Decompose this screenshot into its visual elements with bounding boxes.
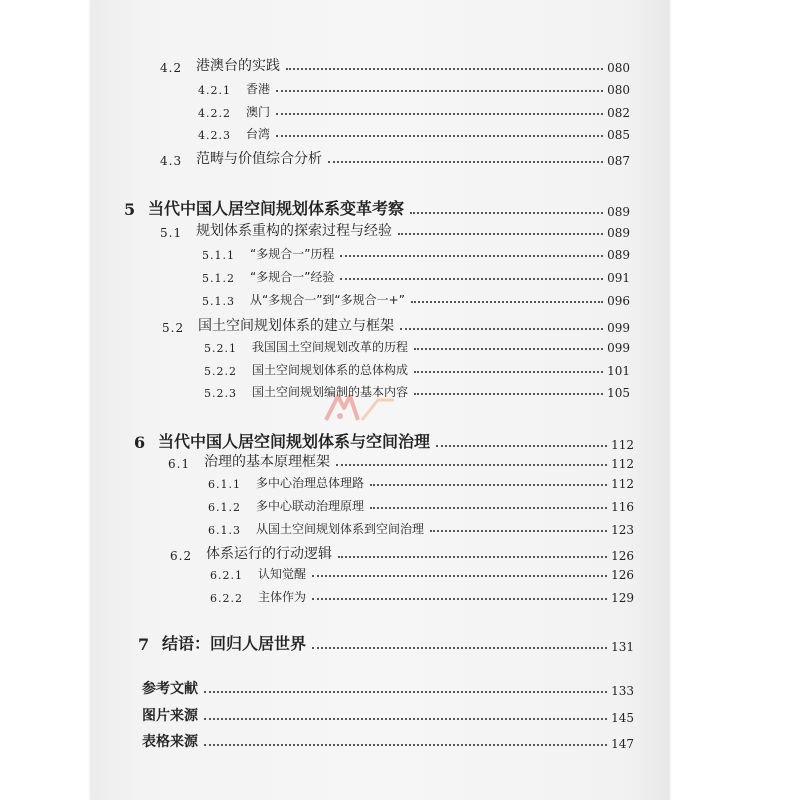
- toc-number: 5.1.2: [202, 272, 235, 285]
- toc-number: 6.1: [168, 457, 191, 471]
- toc-entry: [198, 125, 630, 142]
- toc-page: 145: [611, 711, 634, 725]
- toc-title: 表格来源: [142, 734, 198, 750]
- leader-dots: [312, 598, 607, 600]
- toc-page: 133: [611, 684, 634, 698]
- leader-dots: [276, 90, 603, 92]
- toc-entry: [202, 291, 630, 308]
- leader-dots: [414, 348, 603, 350]
- toc-page: 089: [607, 205, 630, 219]
- toc-title: 多中心联动治理原理: [256, 499, 365, 513]
- leader-dots: [410, 212, 603, 214]
- toc-number: 5.2.3: [204, 387, 237, 400]
- toc-backmatter: [142, 705, 634, 725]
- toc-title: 治理的基本原理框架: [204, 454, 330, 470]
- toc-title: 多中心治理总体理路: [256, 476, 365, 490]
- toc-title: 港澳台的实践: [196, 58, 280, 74]
- toc-number: 5.2.2: [204, 365, 237, 378]
- leader-dots: [414, 393, 603, 395]
- toc-entry: [160, 55, 630, 75]
- toc-title: 主体作为: [258, 590, 307, 604]
- toc-entry: [208, 497, 634, 514]
- toc-page: 112: [611, 438, 634, 452]
- toc-title: 国土空间规划编制的基本内容: [252, 385, 409, 399]
- leader-dots: [204, 744, 607, 746]
- toc-page: 126: [611, 549, 634, 563]
- toc-entry: [162, 315, 630, 335]
- leader-dots: [338, 556, 607, 558]
- toc-page: 123: [611, 523, 634, 537]
- toc-number: 6.1.1: [208, 478, 241, 491]
- leader-dots: [312, 575, 607, 577]
- toc-backmatter: [142, 731, 634, 751]
- toc-title: 台湾: [246, 127, 271, 141]
- toc-title: 澳门: [246, 105, 271, 119]
- toc-number: 6.2.2: [210, 592, 243, 605]
- toc-number: 5.2.1: [204, 342, 237, 355]
- toc-page: 089: [607, 248, 630, 262]
- toc-page: 080: [607, 83, 630, 97]
- toc-page: 147: [611, 737, 634, 751]
- toc-number: 6.1.3: [208, 524, 241, 537]
- toc-entry: [202, 245, 630, 262]
- toc-page: 099: [607, 321, 630, 335]
- toc-title: 图片来源: [142, 708, 198, 724]
- toc-page: 131: [611, 640, 634, 654]
- toc-number: 7: [138, 635, 150, 654]
- leader-dots: [340, 255, 603, 257]
- leader-dots: [286, 68, 603, 70]
- toc-entry: [168, 451, 634, 471]
- toc-title: 参考文献: [142, 681, 198, 697]
- toc-title: 国土空间规划体系的建立与框架: [198, 318, 394, 334]
- toc-chapter: [138, 631, 634, 654]
- toc-title: 从“多规合一”到“多规合一+”: [250, 293, 405, 307]
- toc-title: 当代中国人居空间规划体系变革考察: [148, 199, 405, 218]
- toc-number: 5.1.1: [202, 249, 235, 262]
- toc-title: 范畴与价值综合分析: [196, 151, 322, 167]
- toc-chapter: [124, 196, 630, 219]
- leader-dots: [336, 464, 607, 466]
- leader-dots: [204, 691, 607, 693]
- toc-entry: [204, 338, 630, 355]
- toc-entry: [210, 565, 634, 582]
- toc-page: 112: [611, 457, 634, 471]
- toc-page: 080: [607, 61, 630, 75]
- toc-page: 099: [607, 341, 630, 355]
- toc-page: 116: [611, 500, 634, 514]
- toc-entry: [208, 474, 634, 491]
- toc-number: 4.2.1: [198, 84, 231, 97]
- toc-title: 国土空间规划体系的总体构成: [252, 363, 409, 377]
- toc-number: 6.1.2: [208, 501, 241, 514]
- leader-dots: [370, 507, 607, 509]
- toc-entry: [198, 80, 630, 97]
- toc-page: 091: [607, 271, 630, 285]
- toc-backmatter: [142, 678, 634, 698]
- toc-entry: [198, 103, 630, 120]
- leader-dots: [312, 647, 607, 649]
- toc-title: “多规合一”历程: [250, 247, 335, 261]
- toc-title: “多规合一”经验: [250, 270, 335, 284]
- toc-page: 085: [607, 128, 630, 142]
- leader-dots: [414, 371, 603, 373]
- toc-entry: [204, 383, 630, 400]
- toc-chapter: [134, 429, 634, 452]
- toc-number: 4.2: [160, 61, 183, 75]
- leader-dots: [436, 445, 607, 447]
- leader-dots: [370, 484, 607, 486]
- toc-page: 126: [611, 568, 634, 582]
- toc-page: 112: [611, 477, 634, 491]
- toc-entry: [160, 148, 630, 168]
- toc-number: 4.2.3: [198, 129, 231, 142]
- leader-dots: [398, 233, 603, 235]
- toc-number: 6.2: [170, 549, 193, 563]
- leader-dots: [400, 328, 603, 330]
- toc-title: 认知觉醒: [258, 567, 307, 581]
- toc-page: 129: [611, 591, 634, 605]
- leader-dots: [340, 278, 603, 280]
- toc-title: 当代中国人居空间规划体系与空间治理: [158, 432, 431, 451]
- toc-page: 101: [607, 364, 630, 378]
- toc-number: 4.2.2: [198, 107, 231, 120]
- toc-number: 5.1: [160, 226, 183, 240]
- leader-dots: [430, 530, 607, 532]
- toc-number: 5.2: [162, 321, 185, 335]
- toc-entry: [202, 268, 630, 285]
- toc-entry: [160, 220, 630, 240]
- toc-entry: [210, 588, 634, 605]
- leader-dots: [328, 161, 603, 163]
- watermark-logo: [318, 390, 398, 426]
- toc-title: 结语：回归人居世界: [162, 634, 307, 653]
- toc-number: 5.1.3: [202, 295, 235, 308]
- toc-entry: [204, 361, 630, 378]
- toc-entry: [208, 520, 634, 537]
- toc-title: 我国国土空间规划改革的历程: [252, 340, 409, 354]
- toc-page: 087: [607, 154, 630, 168]
- toc-title: 体系运行的行动逻辑: [206, 546, 332, 562]
- toc-page: 082: [607, 106, 630, 120]
- leader-dots: [204, 718, 607, 720]
- toc-page: 089: [607, 226, 630, 240]
- toc-number: 5: [124, 200, 136, 219]
- toc-number: 6.2.1: [210, 569, 243, 582]
- leader-dots: [276, 135, 603, 137]
- leader-dots: [411, 301, 603, 303]
- toc-page: 105: [607, 386, 630, 400]
- toc-page: 096: [607, 294, 630, 308]
- toc-title: 规划体系重构的探索过程与经验: [196, 223, 392, 239]
- toc-number: 6: [134, 433, 146, 452]
- toc-entry: [170, 543, 634, 563]
- toc-number: 4.3: [160, 154, 183, 168]
- toc-title: 香港: [246, 82, 271, 96]
- leader-dots: [276, 113, 603, 115]
- toc-title: 从国土空间规划体系到空间治理: [256, 522, 425, 536]
